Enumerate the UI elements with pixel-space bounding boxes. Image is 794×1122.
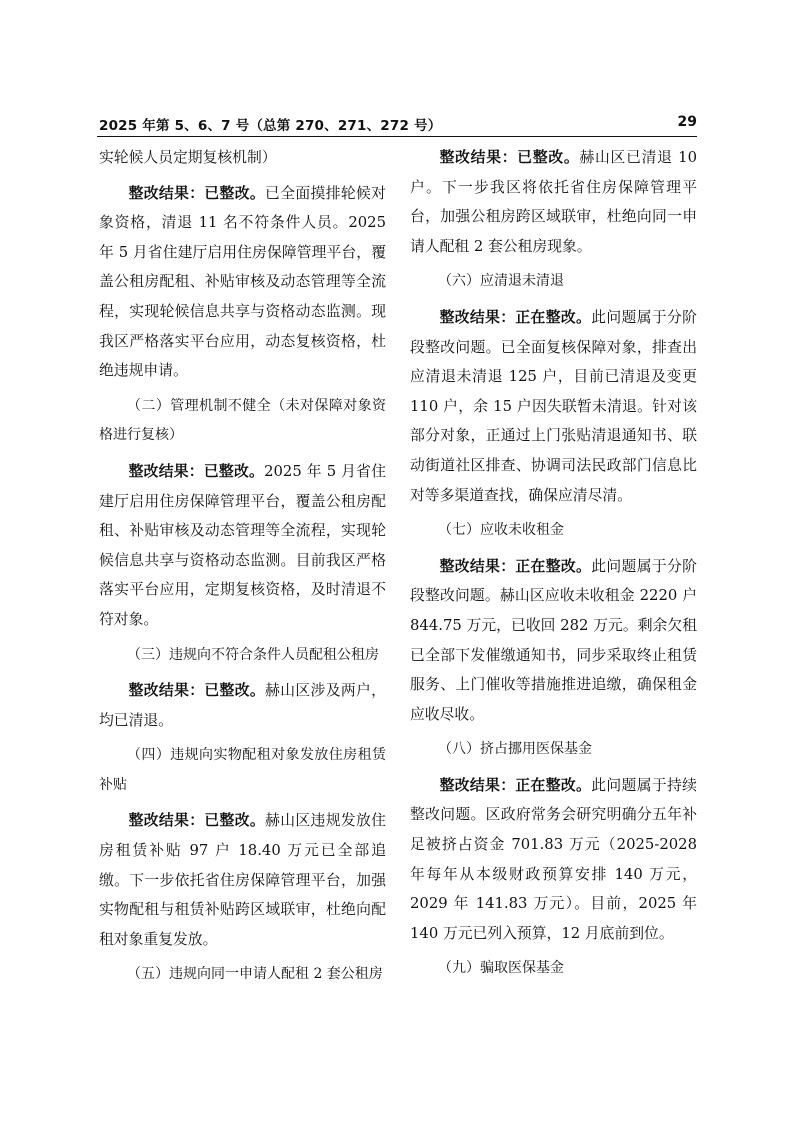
- result-label: 整改结果：已整改。: [128, 184, 266, 202]
- rectification-paragraph: [410, 552, 697, 730]
- result-label: 整改结果：已整改。: [128, 682, 266, 700]
- result-text: 此问题属于分阶段整改问题。已全面复核保障对象，排查出应清退未清退 125 户，目前已清退及变更 110 户，余 15 户因失联暂未清退。针对该部分对象，正通过上门张贴清退通知书、联动街道社区排查、协调司法民政部门信息比对等多渠道查找，确保应清尽清。: [410, 308, 697, 504]
- rectification-paragraph: [99, 457, 386, 635]
- section-heading: （四）违规向实物配租对象发放住房租赁补贴: [99, 747, 386, 793]
- header-rule: [97, 136, 697, 137]
- rectification-paragraph: [99, 806, 386, 954]
- result-label: 整改结果：已整改。: [128, 812, 266, 830]
- rectification-paragraph: [410, 303, 697, 510]
- section-heading: （二）管理机制不健全（未对保障对象资格进行复核）: [99, 397, 386, 444]
- result-text: 已全面摸排轮候对象资格，清退 11 名不符条件人员。2025 年 5 月省住建厅启用住房保障管理平台，覆盖公租房配租、补贴审核及动态管理等全流程，实现轮候信息共享与资格动态监测。现我区严格落实平台应用，动态复核资格，杜绝违规申请。: [99, 184, 386, 380]
- section-heading: （九）骗取医保基金: [438, 960, 564, 977]
- section-heading: （八）挤占挪用医保基金: [438, 741, 592, 758]
- section-heading: （六）应清退未清退: [438, 273, 564, 290]
- section-heading: （七）应收未收租金: [438, 522, 564, 539]
- section-heading: （三）违规向不符合条件人员配租公租房: [127, 646, 379, 663]
- result-label: 整改结果：正在整改。: [439, 557, 592, 575]
- running-header: [99, 114, 697, 136]
- result-text: 赫山区违规发放住房租赁补贴 97 户 18.40 万元已全部追缴。下一步依托省住房保障管理平台，加强实物配租与租赁补贴跨区域联审，杜绝向配租对象重复发放。: [99, 812, 386, 948]
- rectification-paragraph: [99, 676, 386, 735]
- right-column: [410, 143, 697, 984]
- rectification-paragraph: [99, 179, 386, 386]
- result-text: 此问题属于持续整改问题。区政府常务会研究明确分五年补足被挤占资金 701.83 万元（2025-2028 年每年从本级财政预算安排 140 万元，2029 年 141.83 万元）。目前，2025 年 140 万元已列入预算，12 月底前到位。: [410, 776, 697, 942]
- result-text: 2025 年 5 月省住建厅启用住房保障管理平台，覆盖公租房配租、补贴审核及动态管理等全流程，实现轮候信息共享与资格动态监测。目前我区严格落实平台应用，定期复核资格，及时清退不符对象。: [99, 462, 386, 628]
- section-heading: （五）违规向同一申请人配租 2 套公租房: [127, 966, 383, 983]
- rectification-paragraph: [410, 771, 697, 949]
- page-number: 29: [677, 114, 697, 130]
- result-label: 整改结果：已整改。: [128, 462, 265, 480]
- result-label: 整改结果：已整改。: [439, 149, 580, 166]
- continued-text: 实轮候人员定期复核机制）: [99, 149, 277, 166]
- result-text: 赫山区涉及两户，均已清退。: [99, 682, 386, 729]
- result-text: 赫山区已清退 10 户。下一步我区将依托省住房保障管理平台，加强公租房跨区域联审，杜绝向同一申请人配租 2 套公租房现象。: [410, 149, 697, 255]
- issue-number: 2025 年第 5、6、7 号（总第 270、271、272 号）: [99, 118, 442, 134]
- result-label: 整改结果：正在整改。: [439, 776, 592, 794]
- rectification-paragraph: [410, 143, 697, 261]
- left-column: [99, 143, 386, 990]
- result-text: 此问题属于分阶段整改问题。赫山区应收未收租金 2220 户 844.75 万元，已收回 282 万元。剩余欠租已全部下发催缴通知书，同步采取终止租赁服务、上门催收等措施推进追缴，确保租金应收尽收。: [410, 557, 697, 723]
- result-label: 整改结果：正在整改。: [439, 308, 592, 326]
